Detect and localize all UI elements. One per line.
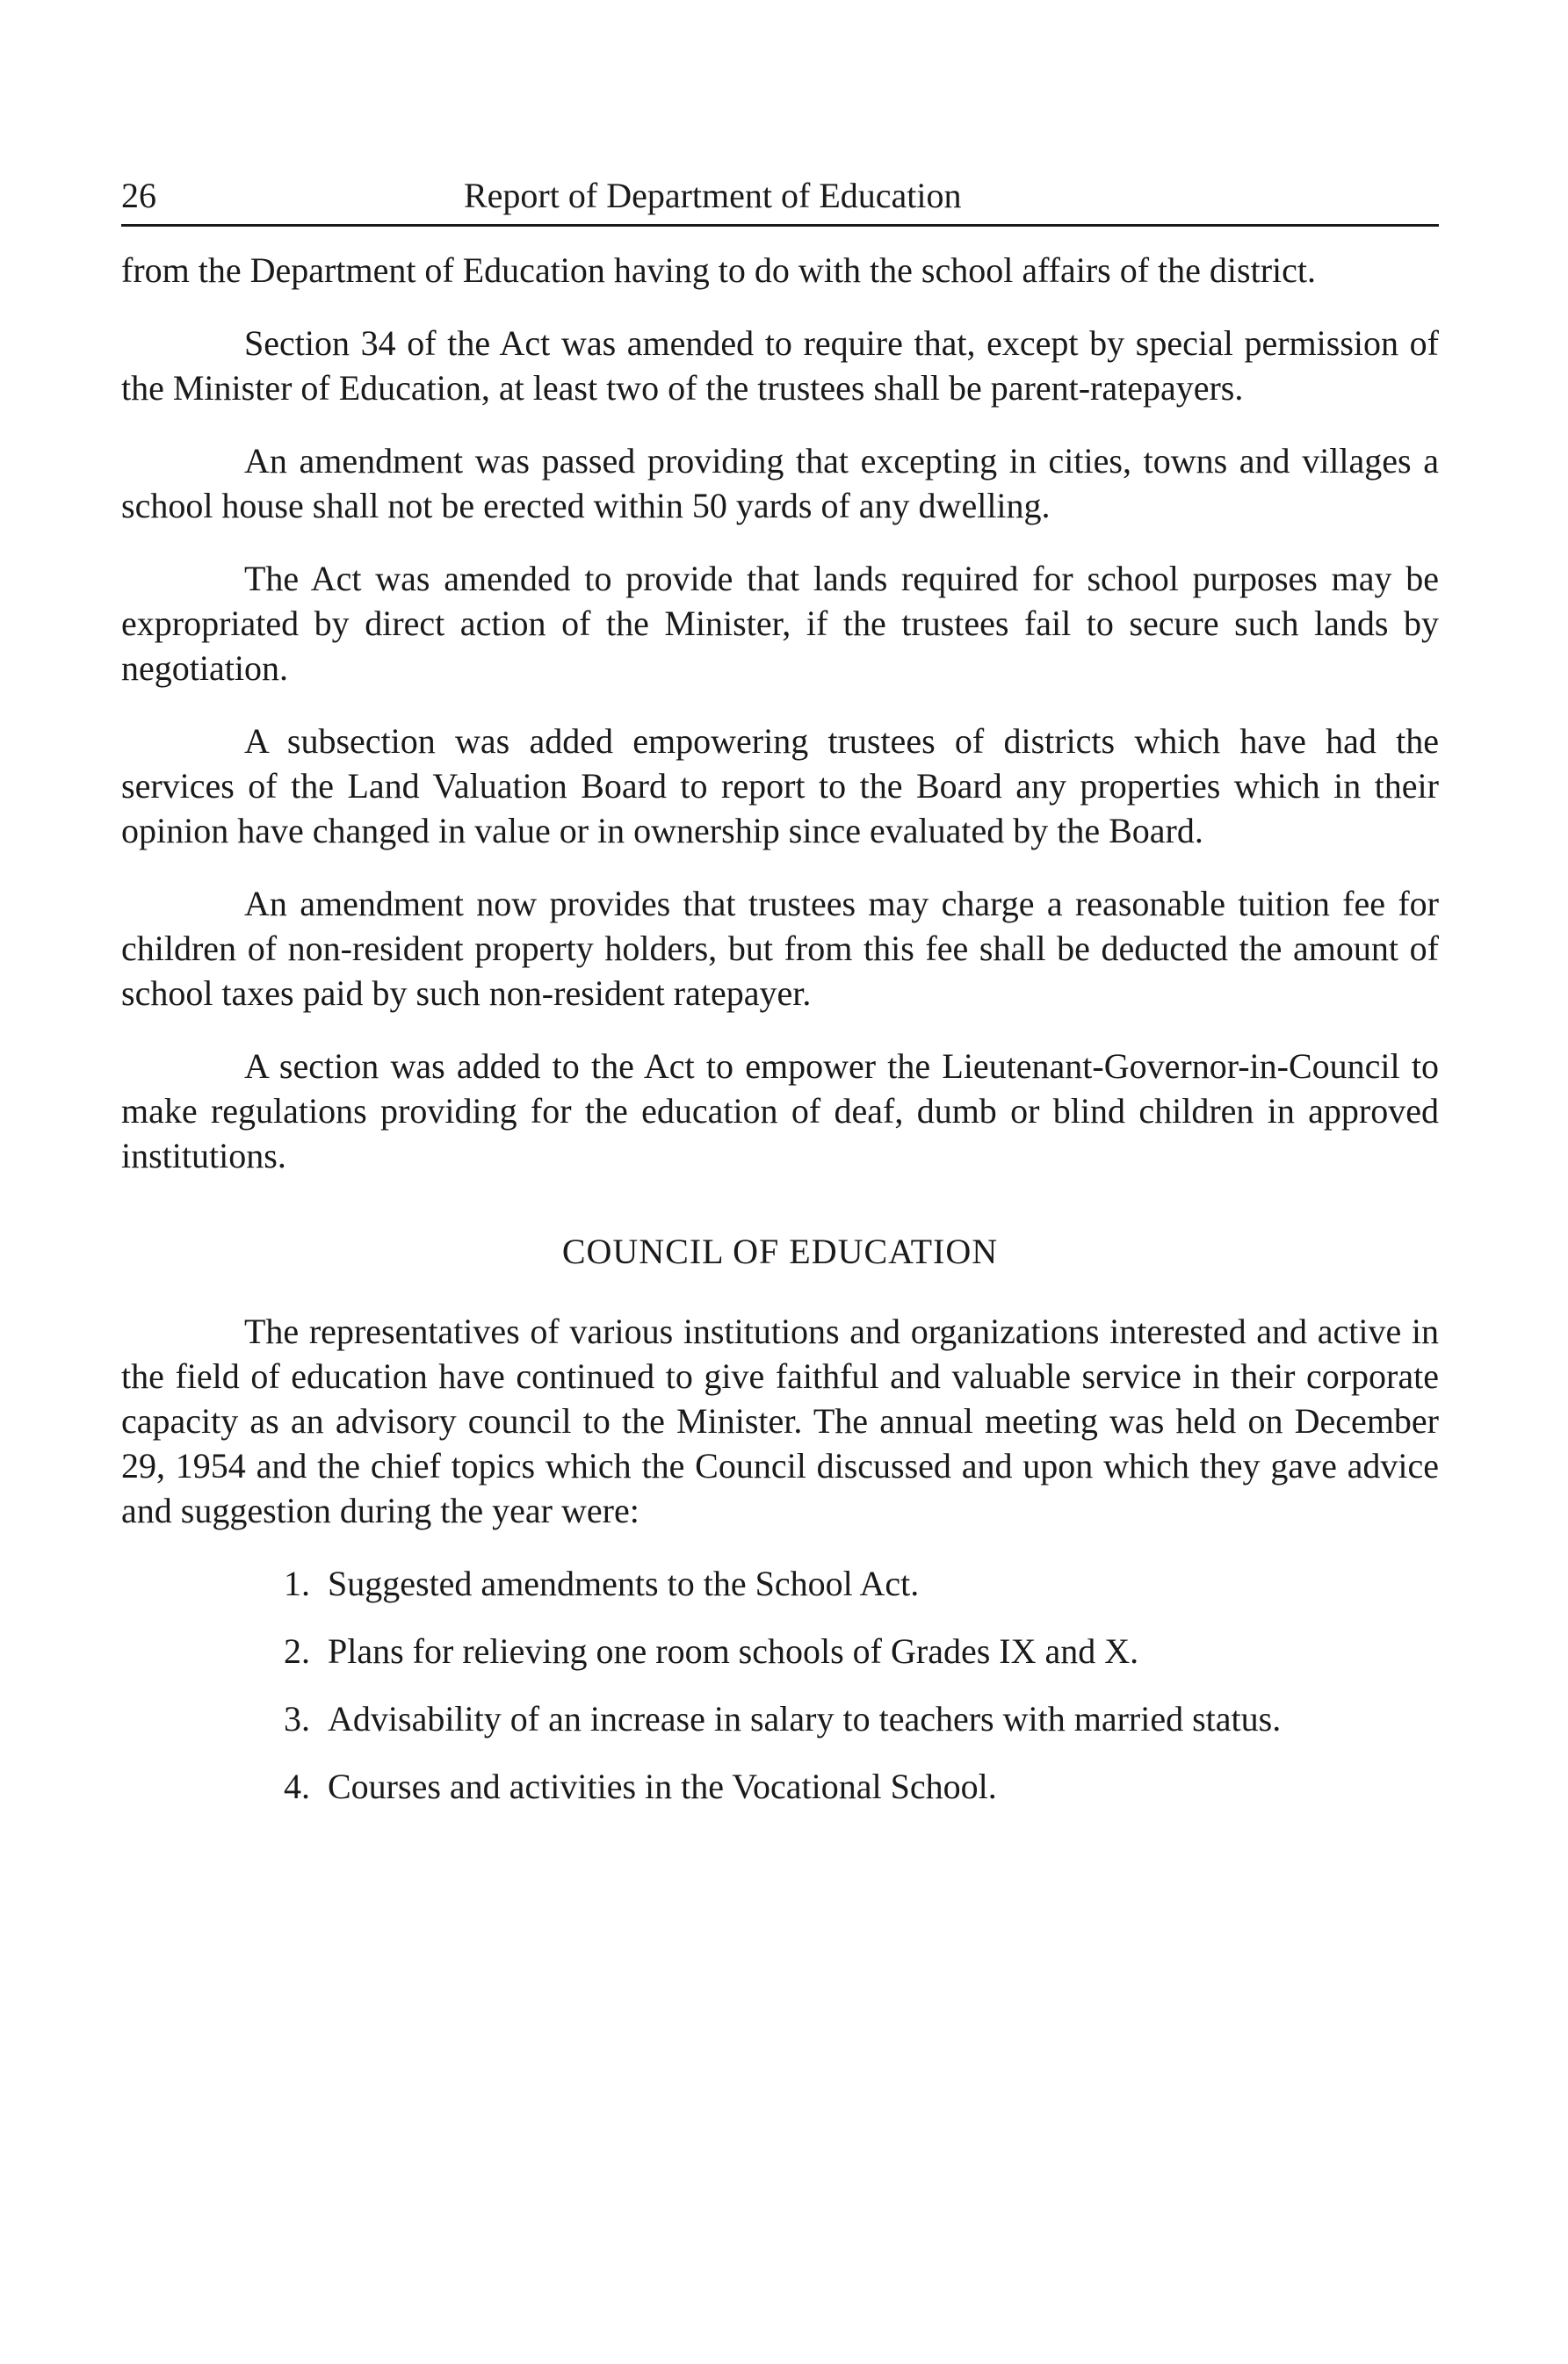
section-intro-paragraph: The representatives of various institutions and organizations interested and active in the field of education have continued to give faithful and valuable service in their corporate capacity as an advisory council to the Minister. The annual meeting was held on December 29, 1954 and the chief topics which the Council discussed and upon which they gave advice and suggestion during the year were: <box>121 1312 1439 1530</box>
list-item-text: Plans for relieving one room schools of Grades IX and X. <box>328 1631 1139 1671</box>
list-item <box>121 1764 1439 1809</box>
list-item <box>121 1629 1439 1674</box>
page-header <box>121 171 1439 227</box>
section-heading: COUNCIL OF EDUCATION <box>561 1232 999 1271</box>
topics-list <box>121 1561 1439 1809</box>
list-item <box>121 1561 1439 1606</box>
document-page <box>121 171 1439 1832</box>
list-item-number: 4. <box>284 1767 310 1806</box>
running-title: Report of Department of Education <box>464 176 962 215</box>
page-number: 26 <box>121 176 156 215</box>
paragraph: from the Department of Education having to do with the school affairs of the district. <box>121 250 1317 290</box>
paragraph: An amendment was passed providing that excepting in cities, towns and villages a school house shall not be erected within 50 yards of any dwelling. <box>121 441 1439 525</box>
list-item-text: Advisability of an increase in salary to teachers with married status. <box>328 1699 1282 1739</box>
paragraph: An amendment now provides that trustees may charge a reasonable tuition fee for children of non-resident property holders, but from this fee shall be deducted the amount of school taxes paid by such non-resident ratepayer. <box>121 884 1439 1013</box>
list-item-number: 3. <box>284 1699 310 1739</box>
list-item <box>121 1696 1439 1741</box>
list-item-text: Suggested amendments to the School Act. <box>328 1564 920 1603</box>
list-item-number: 2. <box>284 1631 310 1671</box>
paragraph: Section 34 of the Act was amended to require that, except by special permission of the Minister of Education, at least two of the trustees shall be parent-ratepayers. <box>121 323 1439 408</box>
list-item-number: 1. <box>284 1564 310 1603</box>
paragraph: The Act was amended to provide that lands required for school purposes may be expropriated by direct action of the Minister, if the trustees fail to secure such lands by negotiation. <box>121 559 1439 688</box>
list-item-text: Courses and activities in the Vocational School. <box>328 1767 997 1806</box>
paragraph: A subsection was added empowering trustees of districts which have had the services of the Land Valuation Board to report to the Board any properties which in their opinion have changed in value or in ownership since evaluated by the Board. <box>121 721 1439 850</box>
paragraph: A section was added to the Act to empower the Lieutenant-Governor-in-Council to make regulations providing for the education of deaf, dumb or blind children in approved institutions. <box>121 1046 1439 1175</box>
body-text <box>121 248 1439 1809</box>
